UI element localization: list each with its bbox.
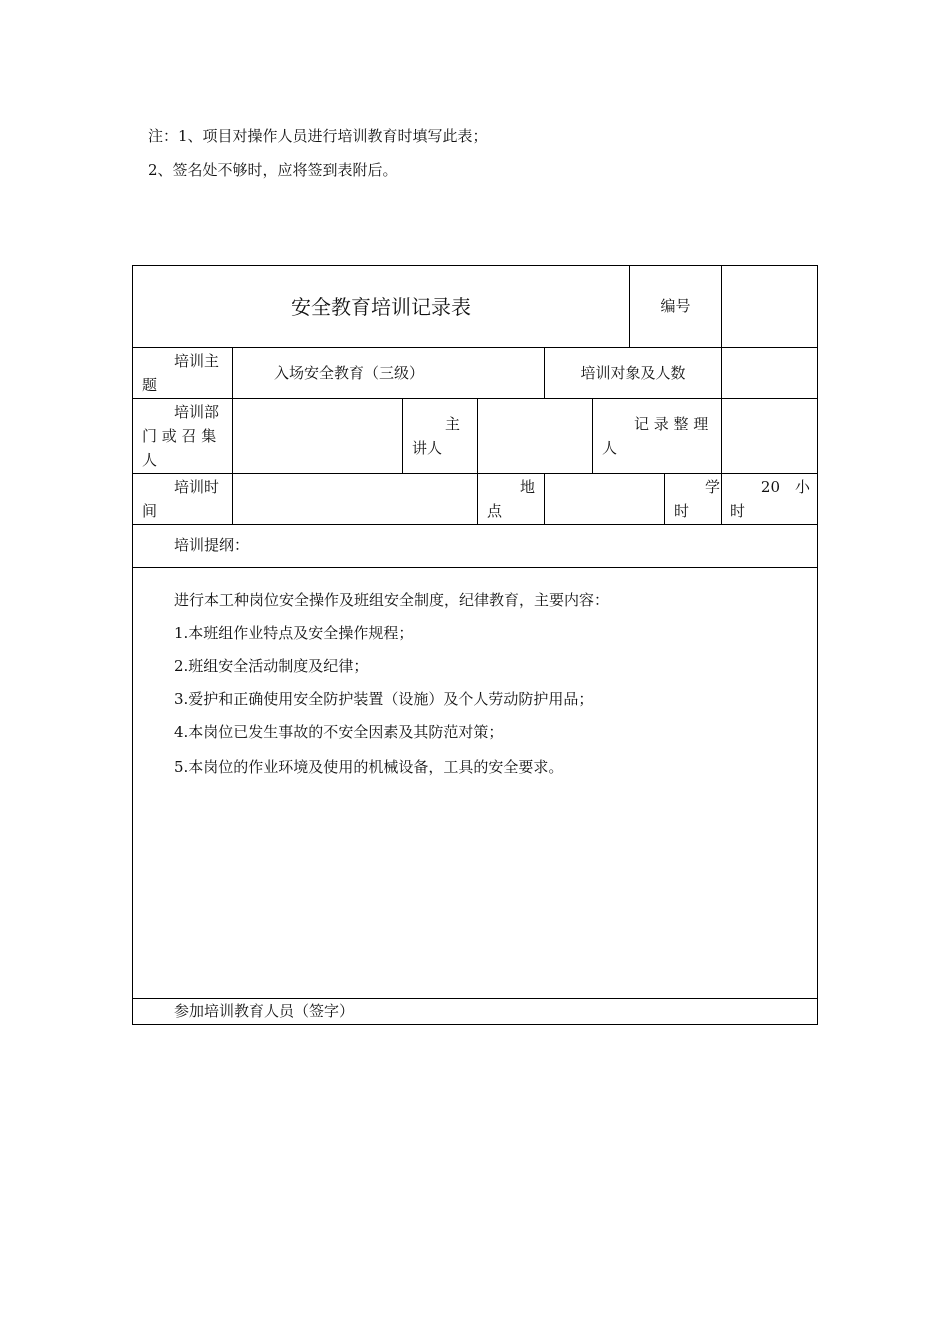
speaker-label-line1: 主 <box>444 415 460 433</box>
topic-label-line2: 题 <box>142 376 158 394</box>
target-label: 培训对象及人数 <box>580 364 686 382</box>
row-divider <box>132 347 818 348</box>
hours-label-line1: 学 <box>704 478 720 496</box>
number-label: 编号 <box>660 297 691 315</box>
place-label-line2: 点 <box>487 502 503 520</box>
signature-label: 参加培训教育人员（签字） <box>174 1002 355 1020</box>
outline-label: 培训提纲： <box>174 536 250 554</box>
content-line: 2.班组安全活动制度及纪律； <box>174 657 369 675</box>
content-line: 5.本岗位的作业环境及使用的机械设备，工具的安全要求。 <box>174 758 564 776</box>
topic-label-line1: 培训主 <box>174 352 220 370</box>
note-line-2: 2、签名处不够时，应将签到表附后。 <box>148 161 398 179</box>
row-divider <box>132 567 818 568</box>
topic-value[interactable]: 入场安全教育（三级） <box>274 364 425 382</box>
col-divider <box>592 398 593 474</box>
row-divider <box>132 524 818 525</box>
recorder-label-line2: 人 <box>602 439 618 457</box>
dept-label-line1: 培训部 <box>174 403 220 421</box>
recorder-field[interactable] <box>722 399 817 473</box>
content-line: 4.本岗位已发生事故的不安全因素及其防范对策； <box>174 723 504 741</box>
hours-label-line2: 时 <box>674 502 690 520</box>
dept-field[interactable] <box>233 399 402 473</box>
target-field[interactable] <box>722 348 817 398</box>
col-divider <box>232 347 233 399</box>
speaker-field[interactable] <box>478 399 592 473</box>
dept-label-line3: 人 <box>142 451 158 469</box>
time-label-line2: 间 <box>142 502 158 520</box>
content-line: 1.本班组作业特点及安全操作规程； <box>174 624 414 642</box>
hours-value-line1[interactable]: 20 小 <box>760 478 810 496</box>
note-line-1: 注：1、项目对操作人员进行培训教育时填写此表； <box>148 127 488 145</box>
form-title: 安全教育培训记录表 <box>291 295 471 319</box>
recorder-label-line1: 记 录 整 理 <box>634 415 709 433</box>
time-label-line1: 培训时 <box>174 478 220 496</box>
content-line: 进行本工种岗位安全操作及班组安全制度，纪律教育，主要内容： <box>174 591 610 609</box>
place-field[interactable] <box>545 474 664 524</box>
dept-label-line2: 门 或 召 集 <box>142 427 217 445</box>
hours-value-line2: 时 <box>730 502 746 520</box>
time-field[interactable] <box>233 474 477 524</box>
content-line: 3.爱护和正确使用安全防护装置（设施）及个人劳动防护用品； <box>174 690 594 708</box>
place-label-line1: 地 <box>519 478 535 496</box>
speaker-label-line2: 讲人 <box>412 439 443 457</box>
number-field[interactable] <box>722 266 817 347</box>
